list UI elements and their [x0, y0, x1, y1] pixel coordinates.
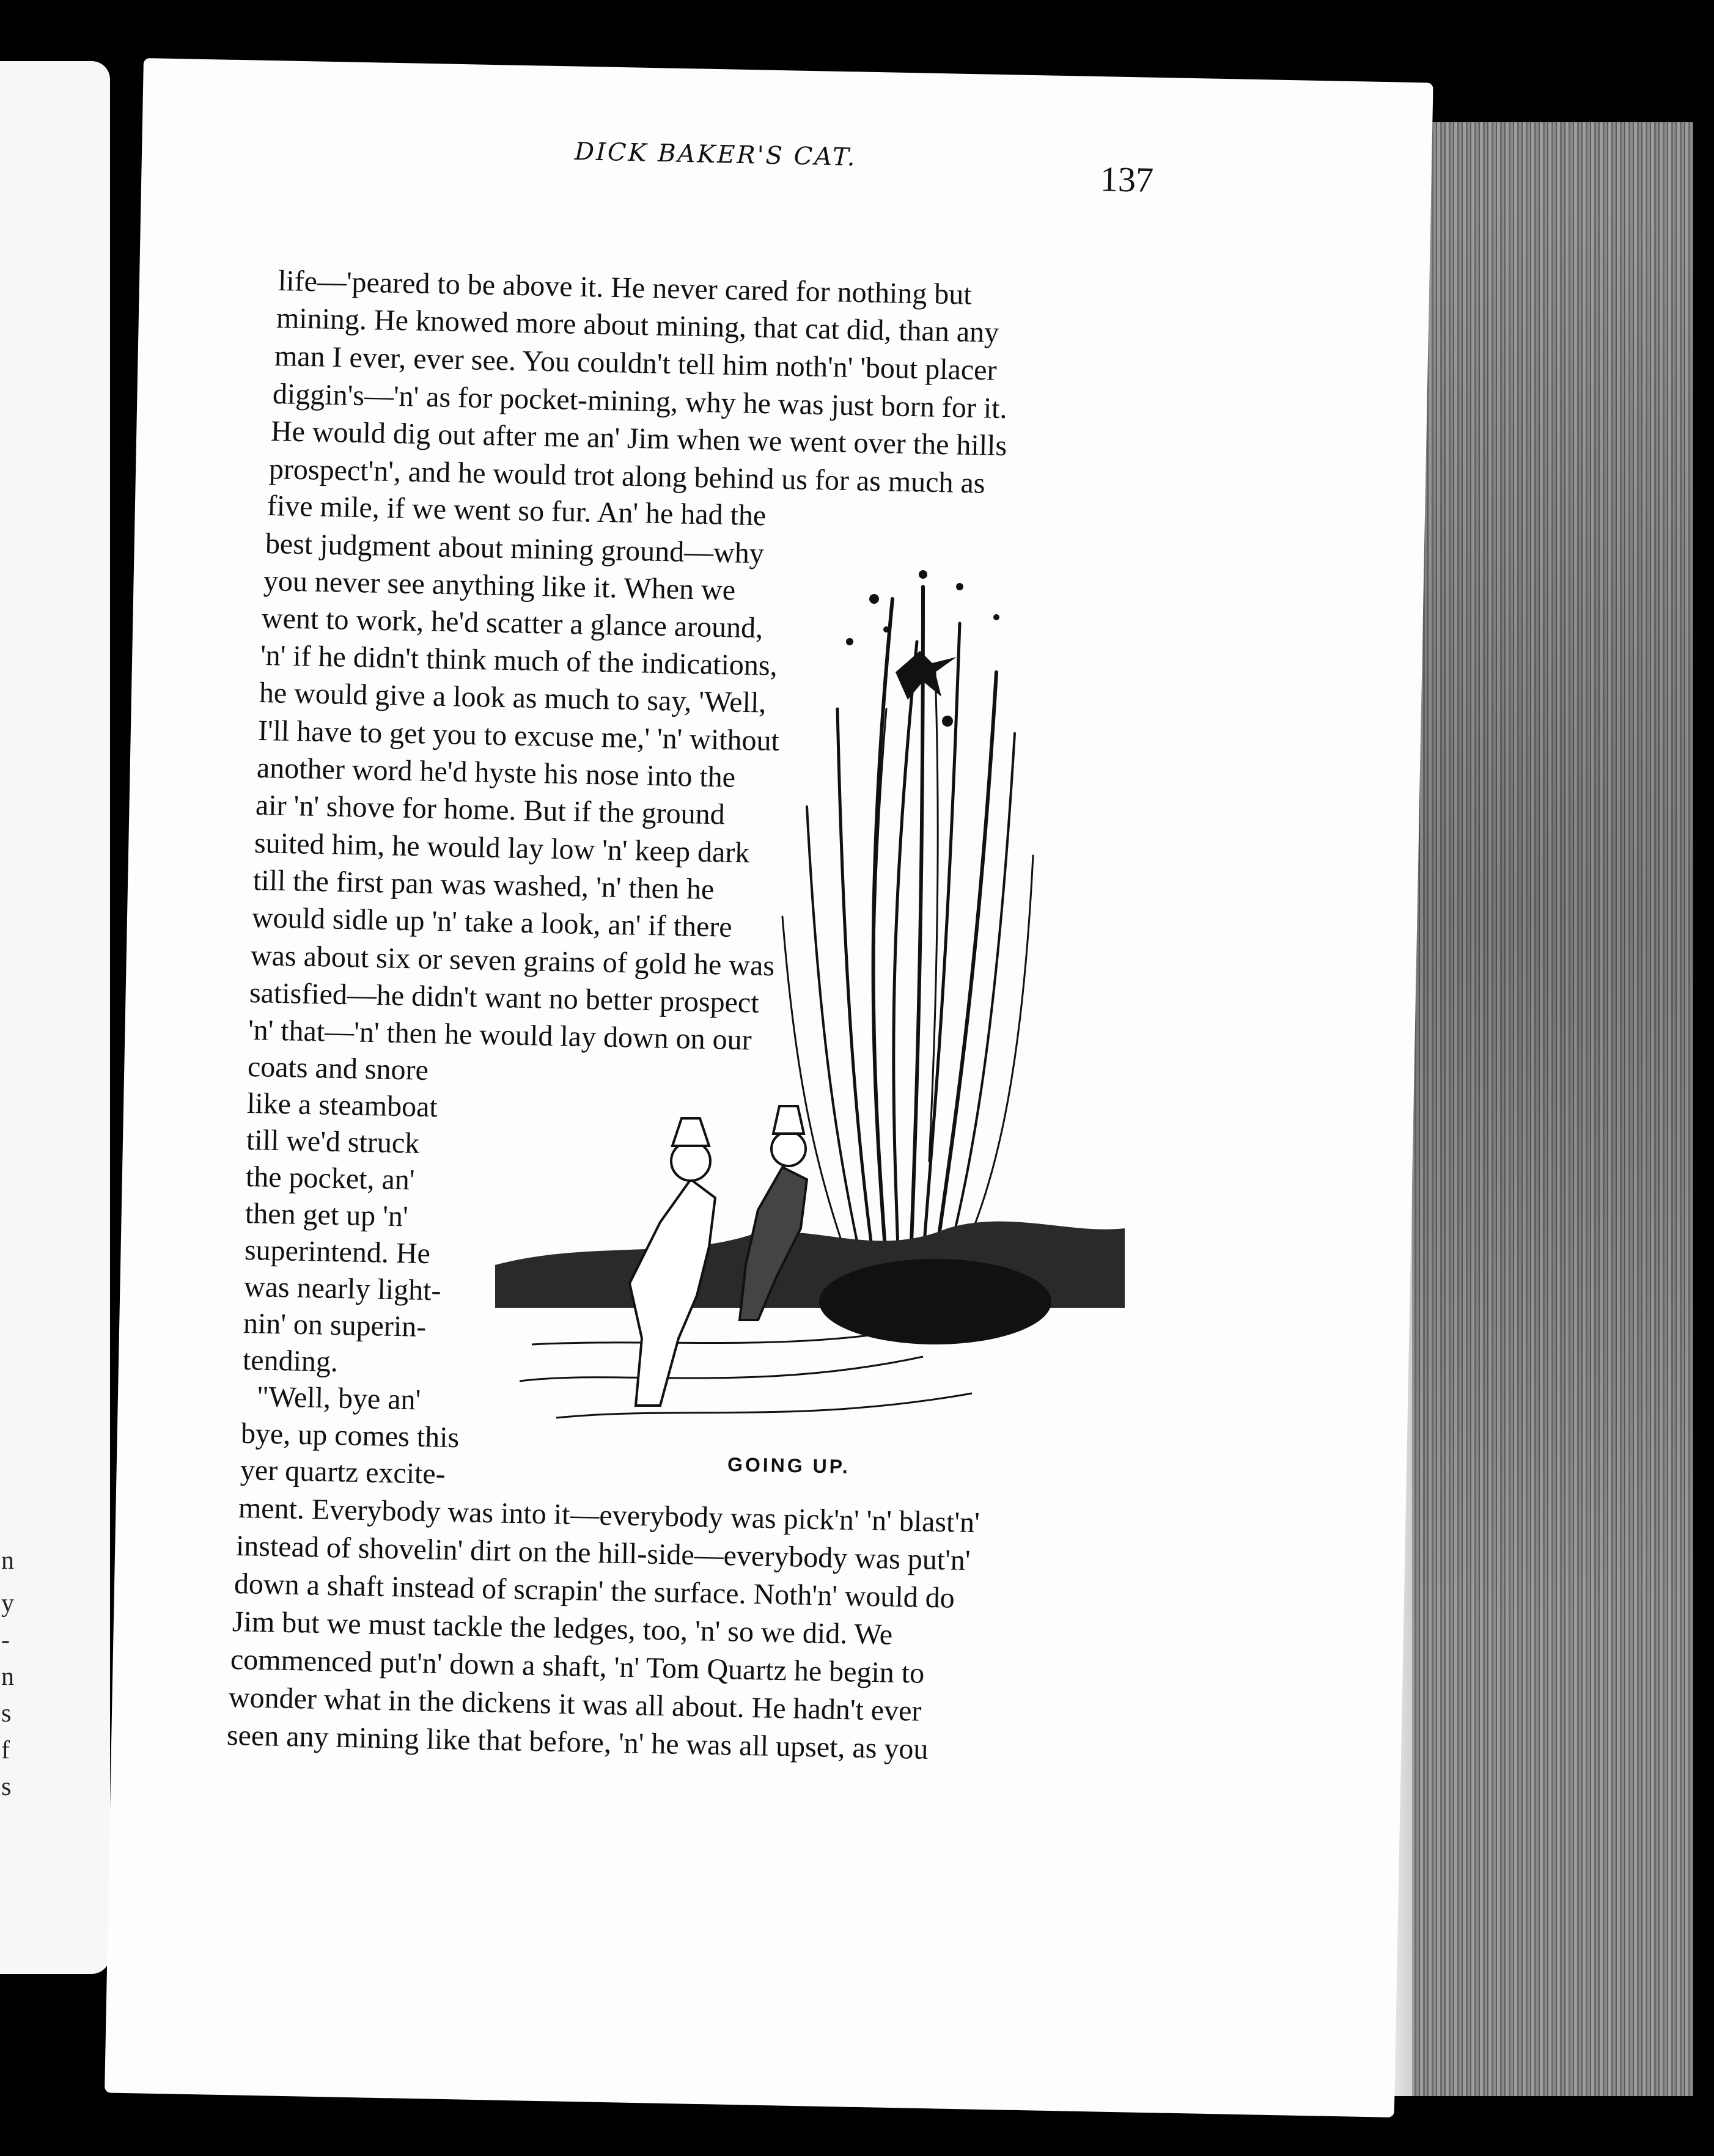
running-head: DICK BAKER'S CAT.	[574, 138, 857, 172]
text-line: man I ever, ever see. You couldn't tell him noth'n' 'bout placer	[274, 340, 998, 387]
text-line: would sidle up 'n' take a look, an' if there	[251, 901, 733, 944]
illustration-caption: GOING UP.	[727, 1453, 851, 1478]
text-line: bye, up comes this	[240, 1417, 460, 1454]
text-line: satisfied—he didn't want no better prospect	[249, 977, 760, 1019]
text-line: then get up 'n'	[245, 1197, 409, 1233]
left-page-fragment: s	[1, 1700, 12, 1728]
text-line: tending.	[242, 1344, 339, 1379]
left-page-fragment: f	[1, 1736, 10, 1764]
text-line: nin' on superin-	[243, 1307, 427, 1344]
text-line: down a shaft instead of scrapin' the surface. Noth'n' would do	[234, 1568, 955, 1615]
book-fore-edge	[1406, 122, 1693, 2096]
text-line: he would give a look as much to say, 'Well,	[259, 676, 767, 719]
page-number: 137	[1100, 159, 1154, 200]
text-line: mining. He knowed more about mining, that cat did, than any	[276, 302, 999, 349]
text-line: wonder what in the dickens it was all about. He hadn't ever	[228, 1681, 922, 1728]
text-line: air 'n' shove for home. But if the ground	[255, 789, 726, 831]
text-line: commenced put'n' down a shaft, 'n' Tom Quartz he begin to	[230, 1643, 925, 1690]
text-line: another word he'd hyste his nose into the	[256, 752, 736, 794]
text-line: till the first pan was washed, 'n' then he	[252, 864, 715, 906]
text-line: seen any mining like that before, 'n' he was all upset, as you	[226, 1719, 929, 1766]
text-line: Jim but we must tackle the ledges, too, 'n' so we did. We	[232, 1605, 893, 1651]
text-line: ment. Everybody was into it—everybody was pick'n' 'n' blast'n'	[238, 1492, 980, 1539]
text-line: was about six or seven grains of gold he was	[250, 939, 775, 983]
text-line: instead of shovelin' dirt on the hill-side—everybody was put'n'	[235, 1530, 971, 1577]
text-line: went to work, he'd scatter a glance around,	[261, 602, 763, 645]
text-line: 'n' if he didn't think much of the indications,	[260, 639, 778, 682]
left-page-fragment: -	[1, 1626, 10, 1654]
text-line: suited him, he would lay low 'n' keep dark	[254, 827, 750, 870]
text-line: prospect'n', and he would trot along behind us for as much as	[268, 453, 986, 500]
text-line: 'n' that—'n' then he would lay down on our	[248, 1014, 752, 1057]
text-line: yer quartz excite-	[240, 1454, 446, 1491]
text-line: superintend. He	[244, 1234, 431, 1270]
left-page-fragment: n	[1, 1547, 14, 1575]
text-line: He would dig out after me an' Jim when we went over the hills	[270, 415, 1007, 463]
text-line: I'll have to get you to excuse me,' 'n' without	[257, 714, 780, 758]
text-line: five mile, if we went so fur. An' he had the	[267, 490, 767, 532]
text-line: was nearly light-	[243, 1270, 442, 1307]
left-page-fragment: n	[1, 1663, 14, 1691]
left-page-fragment: y	[1, 1590, 14, 1618]
text-line: the pocket, an'	[245, 1160, 416, 1197]
text-line: best judgment about mining ground—why	[265, 527, 765, 570]
text-line: till we'd struck	[246, 1124, 420, 1160]
text-line: diggin's—'n' as for pocket-mining, why he was just born for it.	[272, 378, 1008, 425]
text-line: "Well, bye an'	[256, 1380, 421, 1417]
facing-page-edge	[0, 61, 110, 1974]
text-line: like a steamboat	[246, 1087, 438, 1124]
text-line: life—'peared to be above it. He never cared for nothing but	[278, 265, 973, 311]
left-page-fragment: s	[1, 1773, 12, 1801]
text-line: coats and snore	[247, 1050, 429, 1087]
text-line: you never see anything like it. When we	[263, 565, 736, 607]
